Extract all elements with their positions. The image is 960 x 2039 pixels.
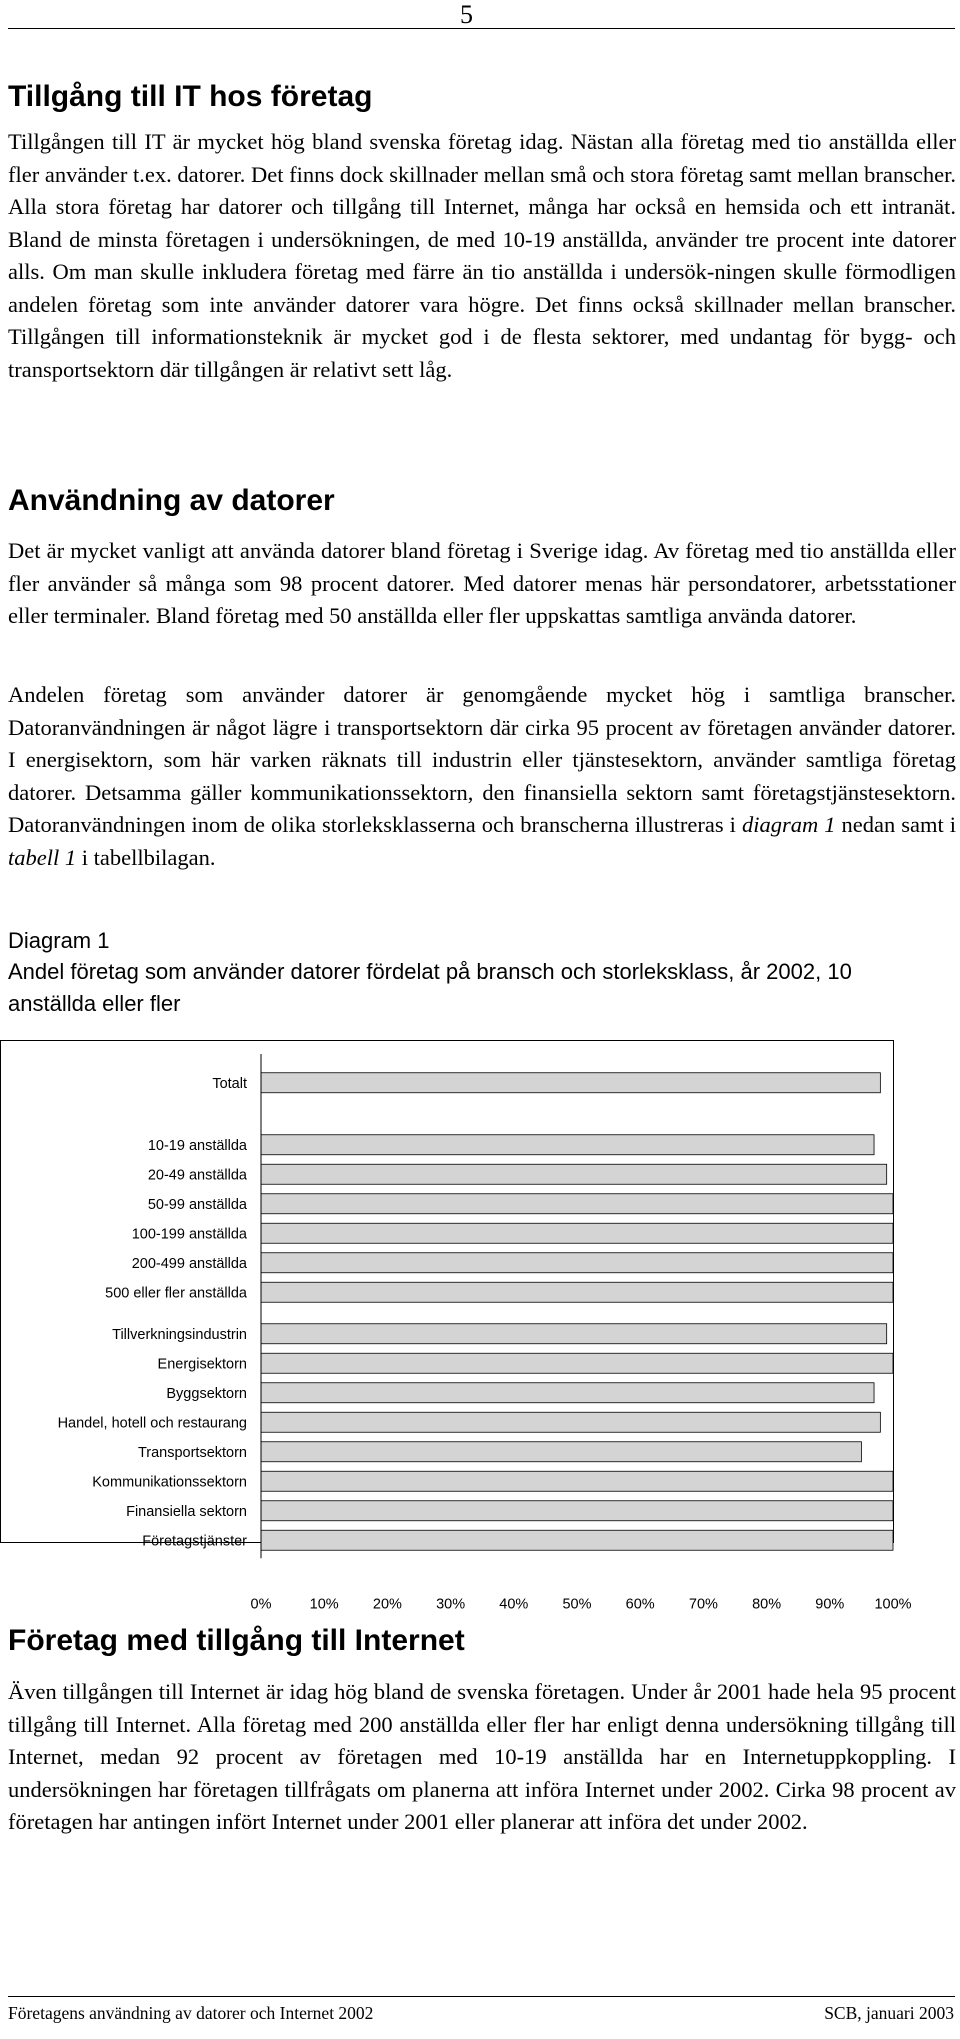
x-tick-label: 50% bbox=[562, 1596, 592, 1613]
bar bbox=[261, 1194, 893, 1214]
x-tick-label: 80% bbox=[752, 1596, 782, 1613]
category-label: Handel, hotell och restaurang bbox=[57, 1415, 247, 1432]
x-tick-label: 70% bbox=[688, 1596, 718, 1613]
diagram-label: Diagram 1 bbox=[8, 928, 110, 953]
header-rule bbox=[8, 28, 955, 29]
bar bbox=[261, 1164, 887, 1184]
page-number: 5 bbox=[460, 0, 473, 29]
category-label: 200-499 anställda bbox=[131, 1255, 247, 1272]
section-heading-it-access: Tillgång till IT hos företag bbox=[8, 80, 373, 113]
bar bbox=[261, 1501, 893, 1521]
paragraph-computer-use-2 bbox=[8, 679, 956, 874]
category-label: Byggsektorn bbox=[166, 1385, 247, 1402]
bar bbox=[261, 1324, 887, 1344]
category-label: 100-199 anställda bbox=[131, 1226, 247, 1243]
category-label: 10-19 anställda bbox=[147, 1137, 247, 1154]
category-label: 50-99 anställda bbox=[147, 1196, 247, 1213]
category-label: 500 eller fler anställda bbox=[105, 1285, 247, 1302]
x-tick-label: 20% bbox=[372, 1596, 402, 1613]
footer-publication-title: Företagens användning av datorer och Internet 2002 bbox=[8, 2003, 374, 2023]
category-label: Kommunikationssektorn bbox=[92, 1474, 247, 1491]
category-label: Energisektorn bbox=[157, 1356, 247, 1373]
paragraph-text: Andelen företag som använder datorer är genomgående mycket hög i samtliga branscher. Datoranvändningen är något lägre i transportsektorn där cirka 95 procent av företagen använder datorer. I energisektorn, som här varken räknats till industrin eller tjänstesektorn, använder samtliga företag datorer. Detsamma gäller kommunikationssektorn, den finansiella sektorn samt företagstjänstesektorn. Datoranvändningen inom de olika storleksklasserna och branscherna illustreras i bbox=[8, 682, 956, 837]
table-reference: tabell 1 bbox=[8, 844, 77, 870]
paragraph-text: i tabellbilagan. bbox=[76, 844, 216, 870]
category-label: Företagstjänster bbox=[142, 1533, 247, 1550]
bar bbox=[261, 1282, 893, 1302]
bar bbox=[261, 1073, 880, 1093]
bar bbox=[261, 1383, 874, 1403]
x-tick-label: 10% bbox=[309, 1596, 339, 1613]
bar-chart bbox=[0, 1040, 960, 1613]
bar bbox=[261, 1442, 861, 1462]
diagram-reference: diagram 1 bbox=[741, 812, 836, 837]
category-label: 20-49 anställda bbox=[147, 1167, 247, 1184]
footer-publisher-date: SCB, januari 2003 bbox=[824, 2003, 954, 2023]
x-tick-label: 30% bbox=[436, 1596, 466, 1613]
section-heading-computer-use: Användning av datorer bbox=[8, 484, 335, 517]
x-tick-label: 60% bbox=[625, 1596, 655, 1613]
footer-rule bbox=[8, 1996, 955, 1997]
paragraph-computer-use-1: Det är mycket vanligt att använda datorer bland företag i Sverige idag. Av företag med tio anställda eller fler använder så många som 98 procent datorer. Med datorer menas här persondatorer, arbetsstationer eller terminaler. Bland företag med 50 anställda eller fler uppskattas samtliga använda datorer. bbox=[8, 538, 956, 628]
x-tick-label: 100% bbox=[874, 1596, 912, 1613]
diagram-caption: Andel företag som använder datorer fördelat på bransch och storleksklass, år 2002, 10 anställda eller fler bbox=[8, 959, 852, 1016]
bar bbox=[261, 1353, 893, 1373]
bar bbox=[261, 1530, 893, 1550]
x-tick-label: 90% bbox=[815, 1596, 845, 1613]
category-label: Tillverkningsindustrin bbox=[112, 1326, 247, 1343]
bar bbox=[261, 1223, 893, 1243]
x-tick-label: 0% bbox=[250, 1596, 272, 1613]
bar bbox=[261, 1253, 893, 1273]
bar bbox=[261, 1135, 874, 1155]
paragraph-it-access: Tillgången till IT är mycket hög bland svenska företag idag. Nästan alla företag med tio anställda eller fler använder t.ex. datorer. Det finns dock skillnader mellan små och stora företag samt mellan branscher. Alla stora företag har datorer och tillgång till Internet, många har också en hemsida och ett intranät. Bland de minsta företagen i undersökningen, de med 10-19 anställda, använder tre procent inte datorer alls. Om man skulle inkludera företag med färre än tio anställda i undersök-ningen skulle förmodligen andelen företag som inte använder datorer vara högre. Det finns också skillnader mellan branscher. Tillgången till informationsteknik är mycket god i de flesta sektorer, med undantag för bygg- och transportsektorn där tillgången är relativt sett låg. bbox=[8, 129, 956, 382]
paragraph-text: nedan samt i bbox=[835, 812, 956, 837]
section-heading-internet-access: Företag med tillgång till Internet bbox=[8, 1624, 465, 1657]
category-label: Finansiella sektorn bbox=[126, 1503, 247, 1520]
paragraph-internet-access: Även tillgången till Internet är idag hög bland de svenska företagen. Under år 2001 hade hela 95 procent tillgång till Internet. Alla företag med 200 anställda eller fler har enligt denna undersökning tillgång till Internet, medan 92 procent av företagen med 10-19 anställda har en Internetuppkoppling. I undersökningen har företagen tillfrågats om planerna att införa Internet under 2002. Cirka 98 procent av företagen har antingen infört Internet under 2001 eller planerar att införa det under 2002. bbox=[8, 1679, 956, 1834]
category-label: Totalt bbox=[212, 1075, 247, 1092]
bar bbox=[261, 1412, 880, 1432]
x-tick-label: 40% bbox=[499, 1596, 529, 1613]
bar bbox=[261, 1471, 893, 1491]
category-label: Transportsektorn bbox=[137, 1444, 247, 1461]
